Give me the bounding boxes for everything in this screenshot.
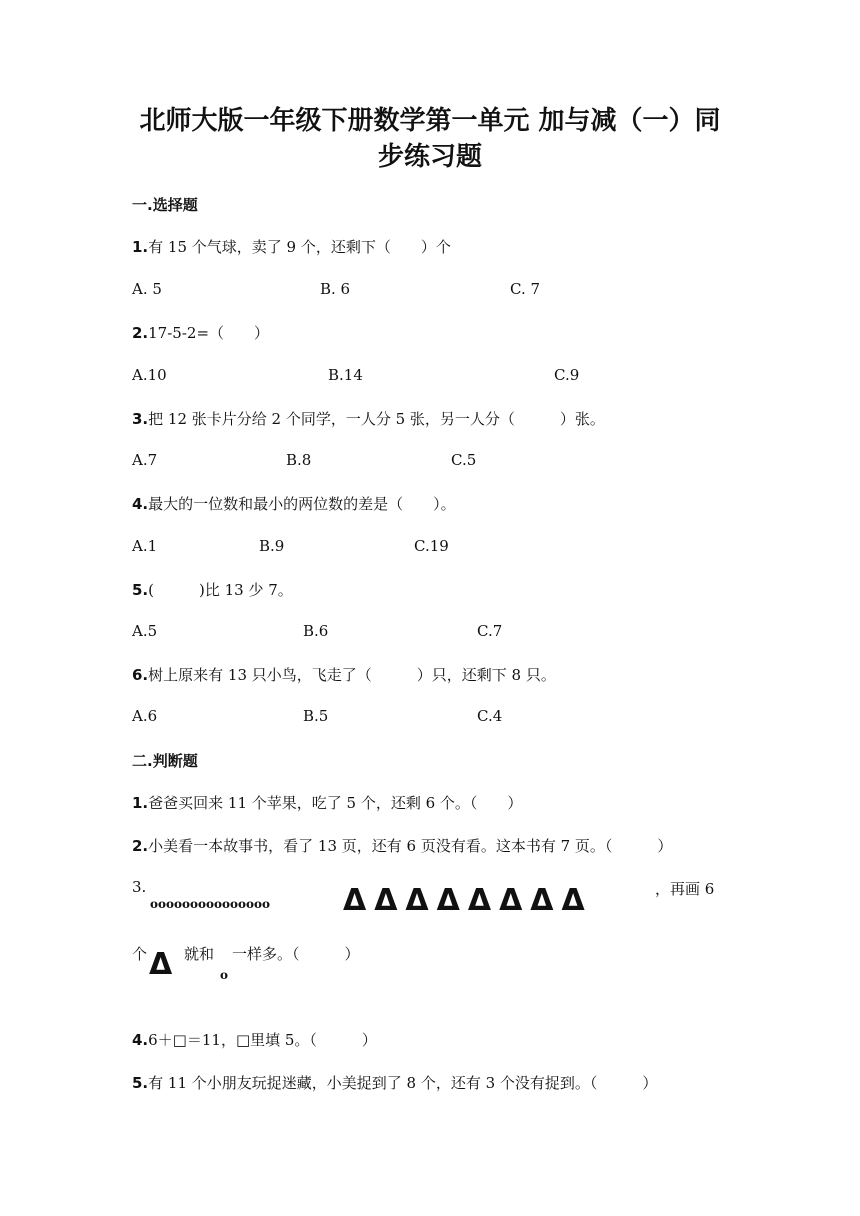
question-number: 1.	[132, 794, 149, 812]
section-heading-choice: 一.选择题	[132, 196, 198, 214]
option-c: C.9	[554, 366, 580, 384]
question-6	[132, 664, 556, 685]
option-c: C.19	[414, 537, 449, 555]
judgement-2	[132, 835, 672, 856]
judgement-3-end: 一样多。（ ）	[232, 945, 360, 963]
judgement-3-ge: 个	[132, 945, 148, 963]
circles-row: ooooooooooooooo	[150, 897, 271, 911]
question-text: 爸爸买回来 11 个苹果，吃了 5 个，还剩 6 个。（ ）	[148, 794, 523, 812]
question-number: 3.	[132, 410, 149, 428]
question-text: 最大的一位数和最小的两位数的差是（ ）。	[148, 495, 456, 513]
question-text: 小美看一本故事书，看了 13 页，还有 6 页没有看。这本书有 7 页。（ ）	[148, 837, 673, 855]
question-number: 2.	[132, 324, 149, 342]
question-1	[132, 236, 451, 257]
question-number: 1.	[132, 238, 149, 256]
triangle-icon: Δ	[149, 947, 173, 982]
question-text: ( )比 13 少 7。	[148, 581, 293, 599]
question-text: 树上原来有 13 只小鸟，飞走了（ ）只，还剩下 8 只。	[148, 666, 556, 684]
triangles-row: ΔΔΔΔΔΔΔΔ	[343, 883, 593, 918]
option-b: B.8	[286, 451, 312, 469]
question-number: 2.	[132, 837, 149, 855]
question-text: 17-5-2=（ ）	[148, 324, 270, 342]
option-a: A. 5	[132, 280, 162, 298]
option-b: B.6	[303, 622, 329, 640]
question-2	[132, 322, 269, 343]
question-number: 4.	[132, 495, 149, 513]
option-c: C. 7	[510, 280, 541, 298]
option-b: B.5	[303, 707, 329, 725]
question-number: 5.	[132, 581, 149, 599]
judgement-4	[132, 1029, 377, 1050]
circle-icon: o	[220, 968, 229, 982]
page-title-line2: 步练习题	[377, 142, 482, 172]
question-text: 有 11 个小朋友玩捉迷藏，小美捉到了 8 个，还有 3 个没有捉到。（ ）	[148, 1074, 658, 1092]
judgement-3-jiuhe: 就和	[184, 945, 215, 963]
option-c: C.5	[451, 451, 477, 469]
question-3	[132, 408, 605, 429]
question-text: 6＋□＝11，□里填 5。（ ）	[148, 1031, 377, 1049]
option-a: A.5	[132, 622, 158, 640]
option-a: A.6	[132, 707, 158, 725]
judgement-3-text: ，再画 6	[655, 880, 715, 898]
option-b: B. 6	[320, 280, 351, 298]
option-a: A.1	[132, 537, 158, 555]
judgement-3-number: 3.	[132, 878, 147, 896]
question-text: 把 12 张卡片分给 2 个同学，一人分 5 张，另一人分（ ）张。	[148, 410, 605, 428]
page-title: 北师大版一年级下册数学第一单元 加与减（一）同	[139, 106, 721, 136]
option-c: C.4	[477, 707, 503, 725]
section-heading-judgement: 二.判断题	[132, 752, 198, 770]
option-b: B.9	[259, 537, 285, 555]
judgement-5	[132, 1072, 657, 1093]
option-a: A.10	[132, 366, 167, 384]
option-b: B.14	[328, 366, 363, 384]
option-a: A.7	[132, 451, 158, 469]
question-number: 5.	[132, 1074, 149, 1092]
question-text: 有 15 个气球，卖了 9 个，还剩下（ ）个	[148, 238, 451, 256]
option-c: C.7	[477, 622, 503, 640]
judgement-1	[132, 792, 522, 813]
question-4	[132, 493, 456, 514]
question-number: 6.	[132, 666, 149, 684]
question-number: 4.	[132, 1031, 149, 1049]
question-5	[132, 579, 293, 600]
